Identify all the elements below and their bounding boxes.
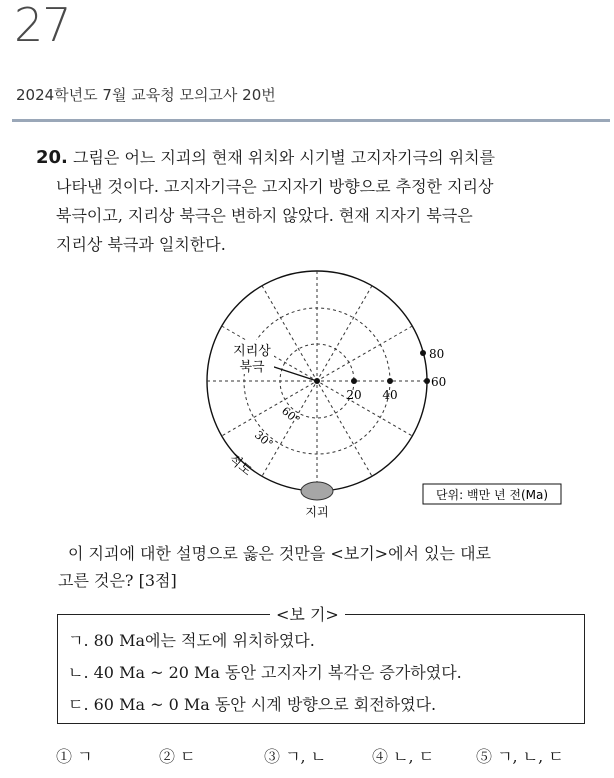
question-text	[36, 143, 596, 259]
prompt-line-1: 이 지괴에 대한 설명으로 옳은 것만을 <보기>에서 있는 대로	[68, 544, 491, 563]
bogi-title: <보 기>	[270, 602, 345, 625]
question-line-1: 그림은 어느 지괴의 현재 위치와 시기별 고지자기극의 위치를	[72, 148, 495, 167]
unit-label: 단위: 백만 년 전(Ma)	[435, 488, 549, 502]
header-divider	[12, 119, 610, 122]
prompt-line-2: 고른 것은? [3점]	[58, 571, 177, 590]
bogi-item-2: ㄴ. 40 Ma ~ 20 Ma 동안 고지자기 복각은 증가하였다.	[68, 663, 462, 682]
polar-diagram	[190, 262, 570, 532]
choice-3[interactable]: ③ ㄱ, ㄴ	[264, 747, 327, 766]
question-line-4: 지리상 북극과 일치한다.	[56, 235, 226, 254]
pole-point-20	[351, 378, 357, 384]
question-number: 20.	[36, 147, 68, 168]
equator-label: 적도	[225, 451, 255, 480]
pole-label-60: 60	[431, 375, 447, 389]
pole-label-80: 80	[429, 347, 445, 361]
answer-choices	[56, 744, 596, 768]
question-line-3: 북극이고, 지리상 북극은 변하지 않았다. 현재 지자기 북극은	[56, 206, 473, 225]
geo-pole-label-2: 북극	[239, 360, 265, 375]
crustal-block	[301, 482, 333, 500]
pole-label-20: 20	[346, 388, 362, 402]
choice-4[interactable]: ④ ㄴ, ㄷ	[372, 747, 435, 766]
choice-2[interactable]: ② ㄷ	[159, 747, 196, 766]
bogi-item-1: ㄱ. 80 Ma에는 적도에 위치하였다.	[68, 631, 315, 650]
lat-30-label: 30°	[252, 428, 276, 451]
lat-60-label: 60°	[279, 404, 303, 427]
prompt	[58, 540, 598, 594]
pole-point-40	[387, 378, 393, 384]
choice-1[interactable]: ① ㄱ	[56, 747, 93, 766]
problem-number: 27	[14, 0, 71, 52]
pole-pointer	[268, 365, 317, 381]
block-label: 지괴	[305, 505, 329, 519]
bogi-item-3: ㄷ. 60 Ma ~ 0 Ma 동안 시계 방향으로 회전하였다.	[68, 695, 437, 714]
question-line-2: 나타낸 것이다. 고지자기극은 고지자기 방향으로 추정한 지리상	[56, 177, 494, 196]
exam-source: 2024학년도 7월 교육청 모의고사 20번	[16, 86, 276, 104]
pole-point-60	[424, 378, 430, 384]
geo-pole-label-1: 지리상	[233, 344, 271, 359]
geographic-pole-dot	[314, 378, 320, 384]
pole-label-40: 40	[382, 388, 398, 402]
choice-5[interactable]: ⑤ ㄱ, ㄴ, ㄷ	[476, 747, 564, 766]
pole-point-80	[420, 350, 426, 356]
